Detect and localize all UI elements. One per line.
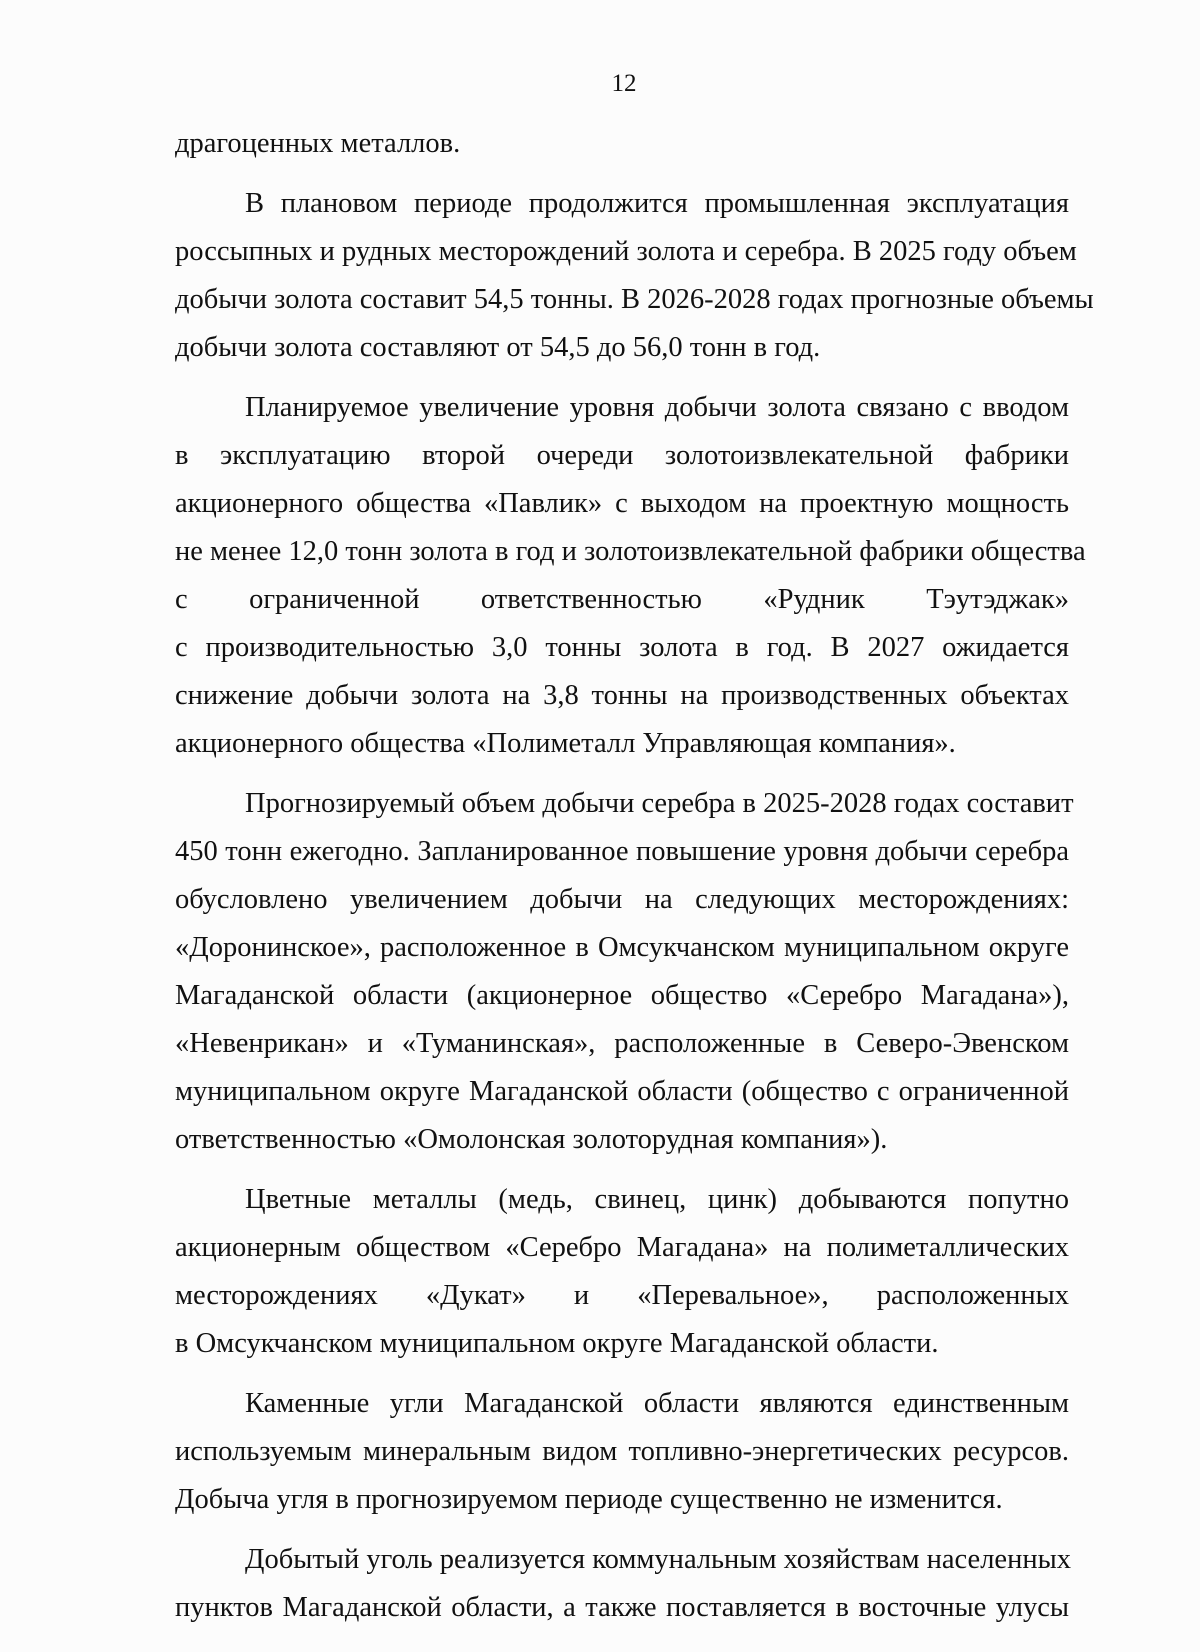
paragraph-silver-mining	[175, 780, 1074, 1164]
text-line: добычи золота составит 54,5 тонны. В 2026-2028 годах прогнозные объемы	[175, 284, 1094, 315]
text-line: пунктов Магаданской области, а также поставляется в восточные улусы	[175, 1592, 1069, 1623]
text-line: в эксплуатацию второй очереди золотоизвлекательной фабрики	[175, 440, 1069, 471]
text-line: используемым минеральным видом топливно-энергетических ресурсов.	[175, 1436, 1069, 1467]
text-line: снижение добычи золота на 3,8 тонны на производственных объектах	[175, 680, 1069, 711]
text-line: не менее 12,0 тонн золота в год и золотоизвлекательной фабрики общества	[175, 536, 1086, 567]
text-line: «Доронинское», расположенное в Омсукчанском муниципальном округе	[175, 932, 1069, 963]
text-line: с ограниченной ответственностью «Рудник Тэутэджак»	[175, 584, 1069, 615]
text-line: Прогнозируемый объем добычи серебра в 2025-2028 годах составит	[245, 788, 1074, 819]
text-line: 450 тонн ежегодно. Запланированное повышение уровня добычи серебра	[175, 836, 1069, 867]
text-line: акционерного общества «Полиметалл Управляющая компания».	[175, 728, 956, 759]
text-line: В плановом периоде продолжится промышленная эксплуатация	[245, 188, 1069, 219]
text-line: Добытый уголь реализуется коммунальным хозяйствам населенных	[245, 1544, 1071, 1575]
text-line: ответственностью «Омолонская золоторудная компания»).	[175, 1124, 888, 1155]
paragraph-nonferrous-metals	[175, 1176, 1069, 1368]
page-number: 12	[611, 70, 637, 97]
text-line: Цветные металлы (медь, свинец, цинк) добываются попутно	[245, 1184, 1069, 1215]
text-line: россыпных и рудных месторождений золота и серебра. В 2025 году объем	[175, 236, 1077, 267]
paragraph-continuation	[175, 120, 1069, 168]
text-line: муниципальном округе Магаданской области (общество с ограниченной	[175, 1076, 1069, 1107]
text-line: Каменные угли Магаданской области являются единственным	[245, 1388, 1069, 1419]
text-line: обусловлено увеличением добычи на следующих месторождениях:	[175, 884, 1069, 915]
text-line: «Невенрикан» и «Туманинская», расположенные в Северо-Эвенском	[175, 1028, 1069, 1059]
text-line: Планируемое увеличение уровня добычи золота связано с вводом	[245, 392, 1069, 423]
text-line: акционерного общества «Павлик» с выходом на проектную мощность	[175, 488, 1069, 519]
document-body	[175, 120, 1094, 1632]
paragraph-coal	[175, 1380, 1069, 1524]
paragraph-coal-distribution	[175, 1536, 1069, 1632]
text-line: акционерным обществом «Серебро Магадана» на полиметаллических	[175, 1232, 1069, 1263]
text-line: с производительностью 3,0 тонны золота в год. В 2027 ожидается	[175, 632, 1069, 663]
paragraph-gold-increase	[175, 384, 1086, 768]
text-line: месторождениях «Дукат» и «Перевальное», расположенных	[175, 1280, 1069, 1311]
text-line: в Омсукчанском муниципальном округе Магаданской области.	[175, 1328, 939, 1359]
text-line: Добыча угля в прогнозируемом периоде существенно не изменится.	[175, 1484, 1003, 1515]
paragraph-gold-mining	[175, 180, 1094, 372]
text-line: драгоценных металлов.	[175, 128, 461, 159]
text-line: добычи золота составляют от 54,5 до 56,0 тонн в год.	[175, 332, 821, 363]
text-line: Магаданской области (акционерное общество «Серебро Магадана»),	[175, 980, 1069, 1011]
